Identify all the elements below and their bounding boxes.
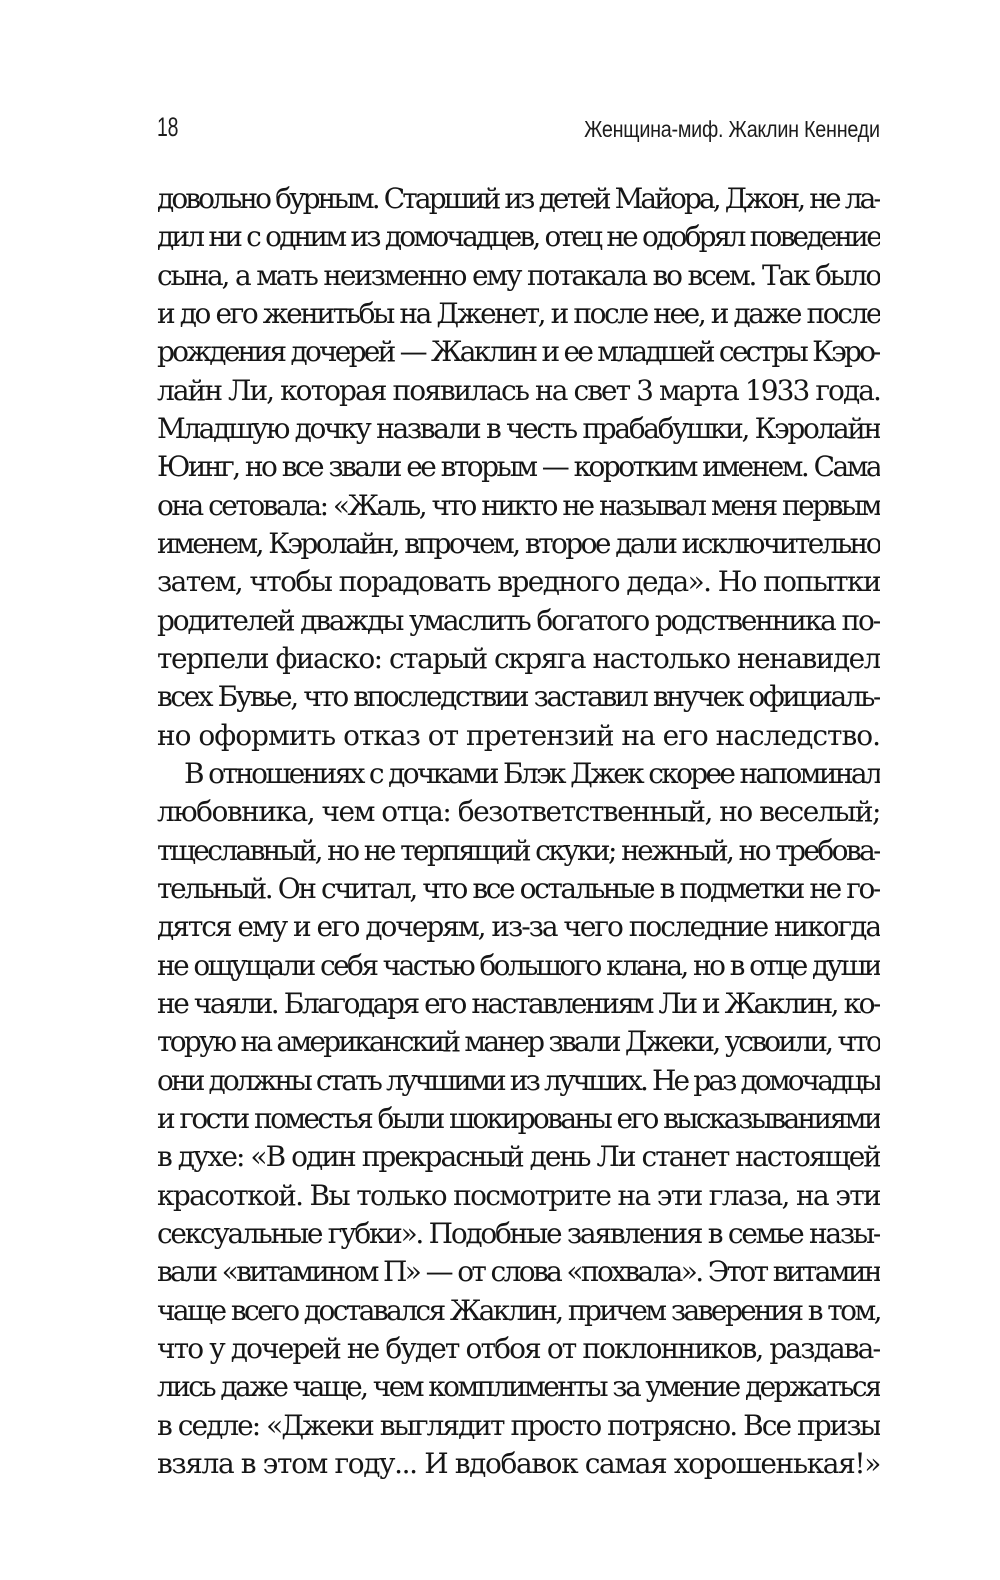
text-line: и до его женитьбы на Дженет, и после нее, и даже после bbox=[157, 296, 880, 330]
text-line: и гости поместья были шокированы его высказываниями bbox=[157, 1101, 880, 1135]
text-line: родителей дважды умаслить богатого родственника по- bbox=[157, 603, 880, 637]
text-line: взяла в этом году... И вдобавок самая хорошенькая!» bbox=[157, 1446, 880, 1480]
text-line: красоткой. Вы только посмотрите на эти глаза, на эти bbox=[157, 1178, 880, 1212]
running-title: Женщина-миф. Жаклин Кеннеди bbox=[584, 116, 880, 142]
text-line: вали «витамином П» — от слова «похвала». Этот витамин bbox=[157, 1255, 880, 1289]
text-line: в духе: «В один прекрасный день Ли станет настоящей bbox=[157, 1140, 880, 1174]
text-line: чаще всего доставался Жаклин, причем заверения в том, bbox=[157, 1293, 880, 1327]
text-line: дятся ему и его дочерям, из-за чего последние никогда bbox=[157, 910, 880, 944]
paragraph-1 bbox=[157, 180, 880, 755]
text-line: затем, чтобы порадовать вредного деда». Но попытки bbox=[157, 565, 880, 599]
text-line: не чаяли. Благодаря его наставлениям Ли и Жаклин, ко- bbox=[157, 986, 880, 1020]
text-line: что у дочерей не будет отбоя от поклонников, раздава- bbox=[157, 1331, 880, 1365]
text-line: лайн Ли, которая появилась на свет 3 марта 1933 года. bbox=[157, 373, 880, 407]
body-text bbox=[157, 180, 880, 1483]
text-line: но оформить отказ от претензий на его наследство. bbox=[157, 718, 880, 752]
text-line: довольно бурным. Старший из детей Майора, Джон, не ла- bbox=[157, 182, 880, 215]
text-line: именем, Кэролайн, впрочем, второе дали исключительно bbox=[157, 526, 880, 560]
paragraph-2 bbox=[157, 755, 880, 1483]
text-line: тельный. Он считал, что все остальные в подметки не го- bbox=[157, 871, 880, 905]
text-line: Юинг, но все звали ее вторым — коротким именем. Сама bbox=[157, 450, 880, 484]
text-line: любовника, чем отца: безответственный, но веселый; bbox=[157, 795, 880, 829]
text-line: не ощущали себя частью большого клана, но в отце души bbox=[157, 948, 880, 982]
page-number: 18 bbox=[157, 112, 179, 142]
text-line: тщеславный, но не терпящий скуки; нежный, но требова- bbox=[157, 833, 880, 867]
text-line: она сетовала: «Жаль, что никто не называл меня первым bbox=[157, 488, 880, 522]
text-line: торую на американский манер звали Джеки, усвоили, что bbox=[157, 1025, 880, 1059]
text-line: всех Бувье, что впоследствии заставил внучек официаль- bbox=[157, 680, 880, 714]
text-line: сына, а мать неизменно ему потакала во всем. Так было bbox=[157, 258, 880, 292]
text-line: они должны стать лучшими из лучших. Не раз домочадцы bbox=[157, 1063, 880, 1097]
text-line: Младшую дочку назвали в честь прабабушки, Кэролайн bbox=[157, 411, 880, 445]
text-line: сексуальные губки». Подобные заявления в семье назы- bbox=[157, 1216, 880, 1250]
text-line: рождения дочерей — Жаклин и ее младшей сестры Кэро- bbox=[157, 335, 880, 369]
text-line: в седле: «Джеки выглядит просто потрясно. Все призы bbox=[157, 1408, 880, 1442]
text-line: лись даже чаще, чем комплименты за умение держаться bbox=[157, 1370, 880, 1404]
text-line: дил ни с одним из домочадцев, отец не одобрял поведение bbox=[157, 220, 880, 254]
running-head bbox=[157, 112, 880, 152]
text-line: терпели фиаско: старый скряга настолько ненавидел bbox=[157, 641, 880, 675]
text-line: В отношениях с дочками Блэк Джек скорее напоминал bbox=[184, 756, 880, 790]
